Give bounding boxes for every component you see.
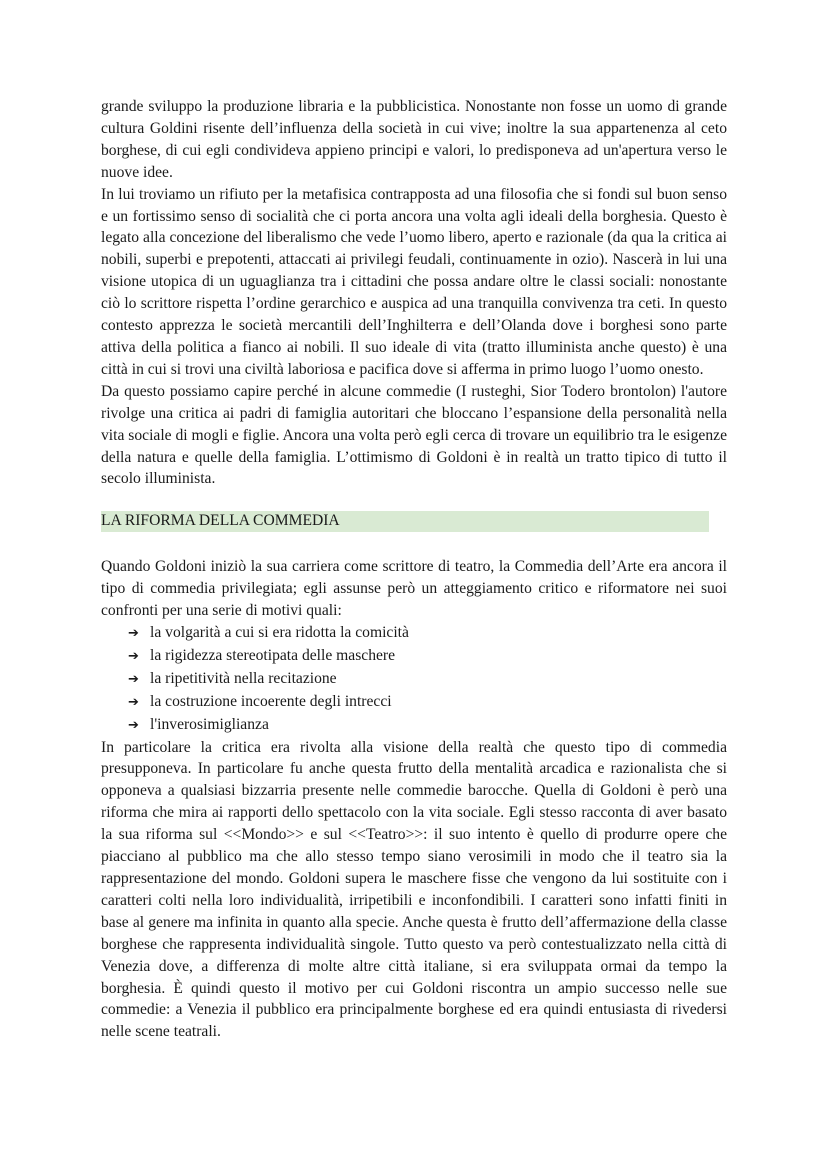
arrow-right-icon: ➔: [128, 626, 139, 642]
arrow-right-icon: ➔: [128, 648, 139, 664]
list-item: ➔ la volgarità a cui si era ridotta la comicità: [128, 622, 727, 645]
paragraph-intro-cultura: grande sviluppo la produzione libraria e la pubblicistica. Nonostante non fosse un uomo di grande cultura Goldini risente dell’influenza della società in cui vive; inoltre la sua appartenenza al ceto borghese, di cui egli condivideva appieno principi e valori, lo predisponeva ad un'apertura verso le nuove idee.: [101, 98, 727, 181]
section-heading: LA RIFORMA DELLA COMMEDIA: [101, 511, 709, 532]
motivi-list: [101, 622, 727, 737]
section-heading-wrap: [101, 511, 727, 532]
paragraph-riforma-intro: Quando Goldoni iniziò la sua carriera come scrittore di teatro, la Commedia dell’Arte era ancora il tipo di commedia privilegiata; egli assunse però un atteggiamento critico e riformatore nei suoi confronti per una serie di motivi quali:: [101, 558, 727, 620]
paragraph-riforma-closing: In particolare la critica era rivolta alla visione della realtà che questo tipo di commedia presupponeva. In particolare fu anche questa frutto della mentalità arcadica e razionalista che si opponeva a qualsiasi bizzarria presente nelle commedie barocche. Quella di Goldoni è però una riforma che mira ai rapporti dello spettacolo con la vita sociale. Egli stesso racconta di aver basato la sua riforma sul <<Mondo>> e sul <<Teatro>>: il suo intento è quello di produrre opere che piacciano al pubblico ma che allo stesso tempo siano verosimili in modo che il teatro sia la rappresentazione del mondo. Goldoni supera le maschere fisse che vengono da lui sostituite con i caratteri colti nella loro individualità, irripetibili e inconfondibili. I caratteri sono infatti finiti in base al genere ma infinita in quanto alla specie. Anche questa è frutto dell’affermazione della classe borghese che rappresenta individualità singole. Tutto questo va però contestualizzato nella città di Venezia dove, a differenza di molte altre città italiane, si era sviluppata ormai da tempo la borghesia. È quindi questo il motivo per cui Goldoni riscontra un ampio successo nelle sue commedie: a Venezia il pubblico era principalmente borghese ed era quindi entusiasta di rivedersi nelle scene teatrali.: [101, 738, 727, 1041]
paragraph-metafisica: In lui troviamo un rifiuto per la metafisica contrapposta ad una filosofia che si fondi sul buon senso e un fortissimo senso di socialità che ci porta ancora una volta agli ideali della borghesia. Questo è legato alla concezione del liberalismo che vede l’uomo libero, aperto e razionale (da qua la critica ai nobili, superbi e prepotenti, attaccati ai privilegi feudali, continuamente in ozio). Nascerà in lui una visione utopica di un uguaglianza tra i cittadini che possa andare oltre le classi sociali: nonostante ciò lo scrittore rispetta l’ordine gerarchico e auspica ad una tranquilla convivenza tra ceti. In questo contesto apprezza le società mercantili dell’Inghilterra e dell’Olanda dove i borghesi sono parte attiva della politica a fianco ai nobili. Il suo ideale di vita (tratto illuminista anche questo) è una città in cui si trovi una civiltà laboriosa e pacifica dove si afferma in primo luogo l’uomo onesto.: [101, 185, 727, 378]
list-item: ➔ la rigidezza stereotipata delle maschere: [128, 645, 727, 668]
arrow-right-icon: ➔: [128, 671, 139, 687]
paragraph-commedie: Da questo possiamo capire perché in alcune commedie (I rusteghi, Sior Todero brontolon) l'autore rivolge una critica ai padri di famiglia autoritari che bloccano l’espansione della personalità nella vita sociale di mogli e figlie. Ancora una volta però egli cerca di trovare un equilibrio tra le esigenze della natura e quelle della famiglia. L’ottimismo di Goldoni è in realtà un tratto tipico di tutto il secolo illuminista.: [101, 382, 727, 488]
arrow-right-icon: ➔: [128, 694, 139, 710]
list-item: ➔ l'inverosimiglianza: [128, 714, 727, 737]
list-item: ➔ la ripetitività nella recitazione: [128, 668, 727, 691]
arrow-right-icon: ➔: [128, 717, 139, 733]
list-item: ➔ la costruzione incoerente degli intrecci: [128, 691, 727, 714]
